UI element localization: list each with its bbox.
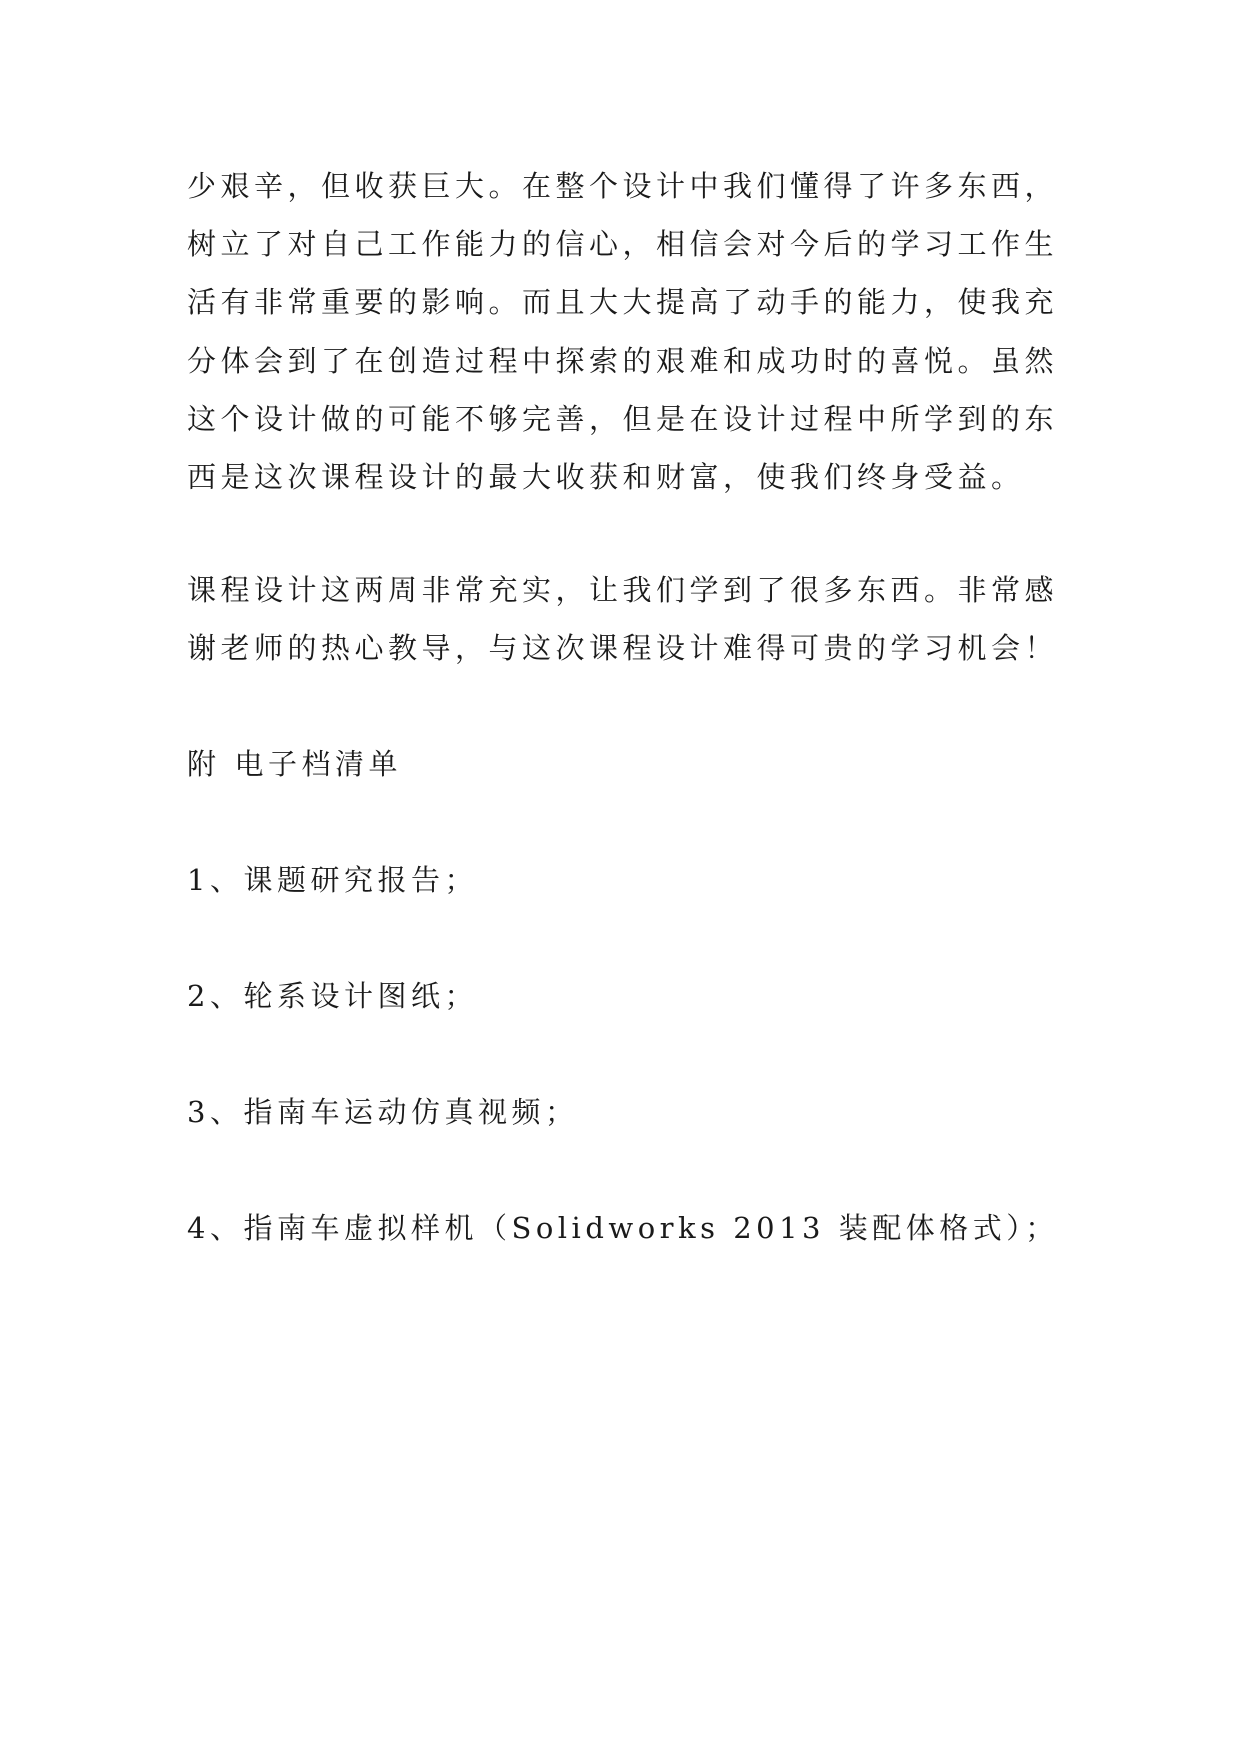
paragraph-line: 分体会到了在创造过程中探索的艰难和成功时的喜悦。虽然 bbox=[187, 344, 1059, 378]
paragraph-line: 西是这次课程设计的最大收获和财富，使我们终身受益。 bbox=[187, 460, 1025, 494]
paragraph-line: 课程设计这两周非常充实，让我们学到了很多东西。非常感 bbox=[187, 573, 1059, 607]
appendix-title: 电子档清单 bbox=[234, 747, 403, 781]
appendix-list-item: 1、课题研究报告； bbox=[187, 863, 478, 897]
appendix-list-item: 4、指南车虚拟样机（Solidworks 2013 装配体格式）； bbox=[187, 1211, 1059, 1245]
appendix-prefix: 附 bbox=[187, 747, 221, 781]
paragraph-line: 活有非常重要的影响。而且大大提高了动手的能力，使我充 bbox=[187, 285, 1059, 319]
appendix-list-item: 3、指南车运动仿真视频； bbox=[187, 1095, 579, 1129]
appendix-list-item: 2、轮系设计图纸； bbox=[187, 979, 478, 1013]
paragraph-line: 这个设计做的可能不够完善，但是在设计过程中所学到的东 bbox=[187, 402, 1059, 436]
paragraph-line: 谢老师的热心教导，与这次课程设计难得可贵的学习机会！ bbox=[187, 631, 1059, 665]
paragraph-line: 少艰辛，但收获巨大。在整个设计中我们懂得了许多东西， bbox=[187, 169, 1059, 203]
paragraph-line: 树立了对自己工作能力的信心，相信会对今后的学习工作生 bbox=[187, 227, 1059, 261]
appendix-heading bbox=[187, 744, 402, 784]
